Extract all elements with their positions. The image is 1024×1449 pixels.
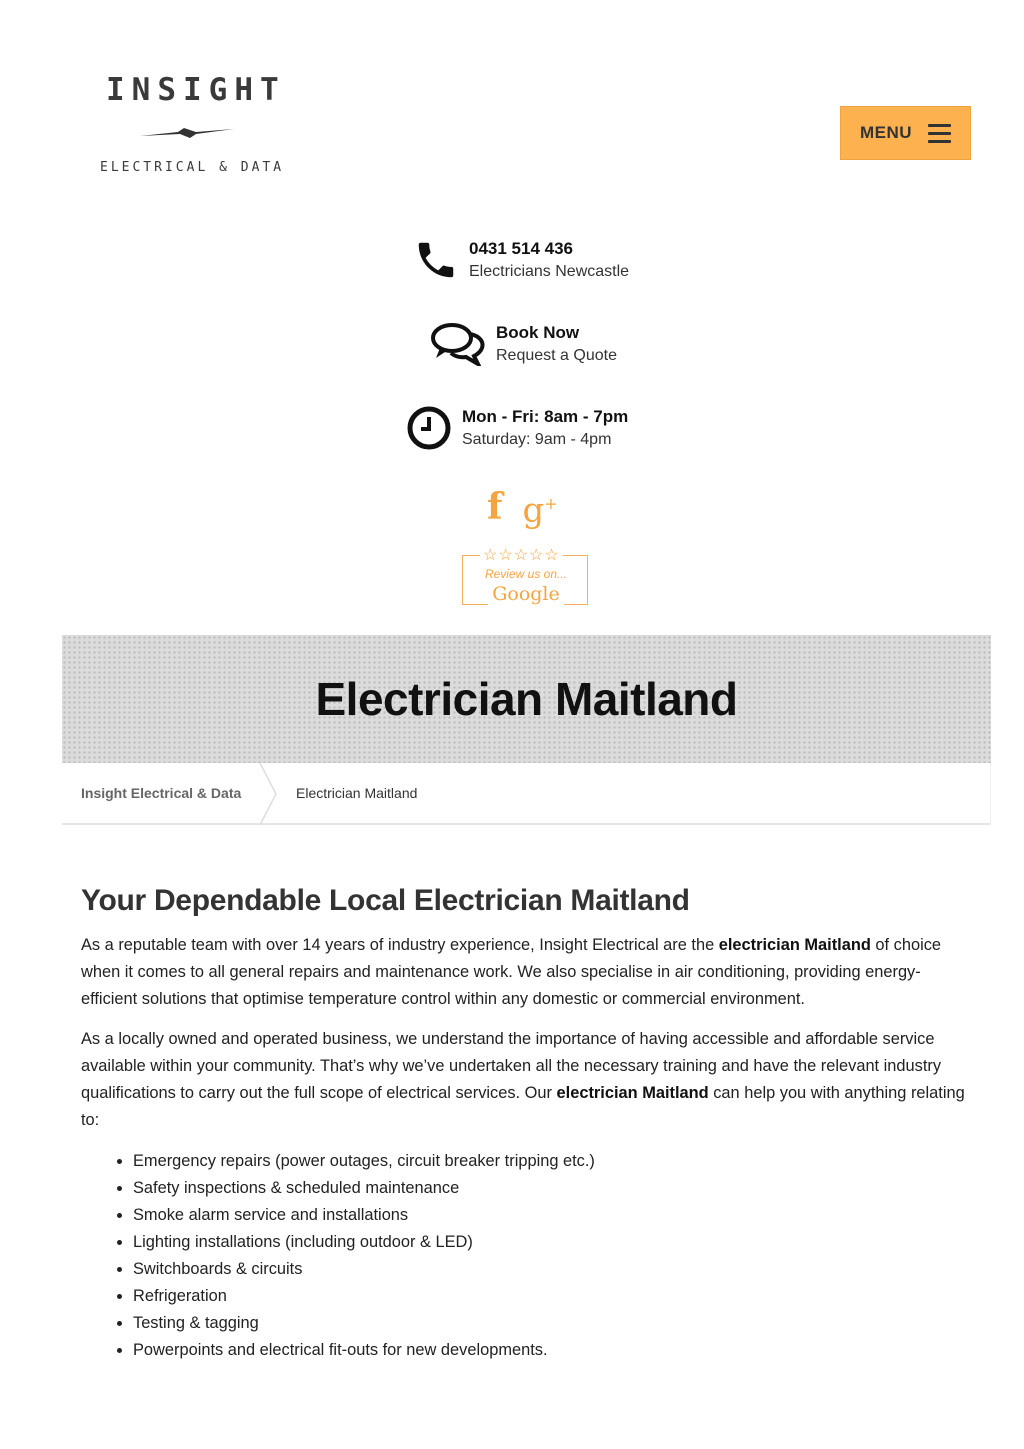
review-text: Review us on... <box>484 567 568 581</box>
facebook-icon[interactable]: f <box>487 486 503 529</box>
logo-wordmark: INSIGHT <box>106 72 286 108</box>
stars-icon: ☆☆☆☆☆ <box>480 545 563 565</box>
list-item: • Powerpoints and electrical fit-outs for new developments. <box>133 1337 976 1364</box>
social-links <box>487 484 558 530</box>
saturday-hours: Saturday: 9am - 4pm <box>462 431 612 448</box>
list-item: • Emergency repairs (power outages, circuit breaker tripping etc.) <box>133 1148 976 1175</box>
book-subtitle: Request a Quote <box>496 347 617 364</box>
weekday-hours: Mon - Fri: 8am - 7pm <box>462 407 629 426</box>
breadcrumb-separator-icon <box>258 763 278 825</box>
lightning-bolt-icon <box>140 128 234 138</box>
breadcrumb-current: Electrician Maitland <box>296 785 418 801</box>
hamburger-icon <box>928 124 951 143</box>
list-item: • Switchboards & circuits <box>133 1256 976 1283</box>
contact-phone[interactable] <box>413 237 629 283</box>
contact-book[interactable] <box>430 321 617 367</box>
contact-hours <box>406 405 628 451</box>
phone-subtitle: Electricians Newcastle <box>469 263 630 280</box>
google-plus-icon[interactable] <box>523 484 558 530</box>
clock-icon <box>406 405 452 451</box>
chat-bubbles-icon <box>430 322 486 366</box>
list-item: • Lighting installations (including outdoor & LED) <box>133 1229 976 1256</box>
breadcrumb-home-link[interactable]: Insight Electrical & Data <box>81 785 242 801</box>
google-review-badge[interactable] <box>462 545 590 611</box>
book-now-link[interactable]: Book Now <box>496 323 580 342</box>
content-heading: Your Dependable Local Electrician Maitland <box>81 884 690 917</box>
google-plus-sup: + <box>544 494 558 513</box>
site-logo[interactable] <box>100 70 286 175</box>
services-paragraph: As a locally owned and operated business, we understand the importance of having accessible and affordable service available within your community. That’s why we’ve undertaken all the necessary training and have the relevant industry qualifications to carry out the full scope of electrical services. Our electrician Maitland can help you with anything relating to: <box>81 1030 965 1129</box>
breadcrumb <box>62 763 991 825</box>
phone-number[interactable]: 0431 514 436 <box>469 239 573 258</box>
list-item: • Refrigeration <box>133 1283 976 1310</box>
google-plus-letter: g <box>522 490 545 531</box>
phone-icon <box>413 237 459 283</box>
keyword-link: electrician Maitland <box>556 1084 709 1102</box>
list-item: • Safety inspections & scheduled maintenance <box>133 1175 976 1202</box>
main-content <box>81 884 976 1364</box>
services-list <box>81 1148 976 1364</box>
intro-paragraph: As a reputable team with over 14 years of industry experience, Insight Electrical are the electrician Maitland of choice when it comes to all general repairs and maintenance work. We also specialise in air conditioning, providing energy-efficient solutions that optimise temperature control within any domestic or commercial environment. <box>81 936 942 1008</box>
page-banner <box>62 635 991 763</box>
menu-label: MENU <box>859 123 913 142</box>
list-item: • Testing & tagging <box>133 1310 976 1337</box>
keyword-link: electrician Maitland <box>718 936 871 954</box>
page-title: Electrician Maitland <box>315 673 738 725</box>
list-item: • Smoke alarm service and installations <box>133 1202 976 1229</box>
logo-subtitle: ELECTRICAL & DATA <box>100 160 285 175</box>
google-wordmark: Google <box>462 583 590 605</box>
menu-button[interactable] <box>840 106 971 160</box>
